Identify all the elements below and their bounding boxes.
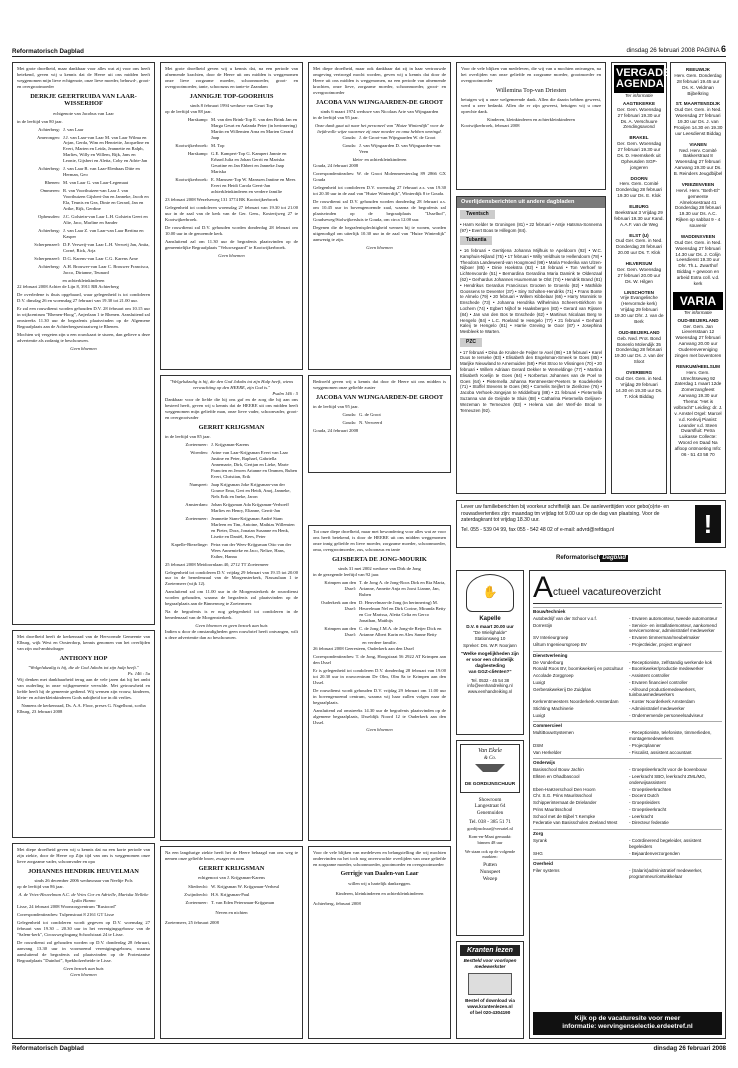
vacancy-title: ctueel vacatureoverzicht	[553, 587, 661, 598]
family-names: Jeannette Stam-Krijgsman André Stam Marleen en Tim, Antoine, Mathias Willemien en Pieter, Dora, Jonatan Susanne en Henk, Lisette en Daniël, Kees, Peter	[211, 515, 295, 539]
family-names: N. Verweerd	[359, 420, 383, 426]
family-place: Sliedrecht:	[188, 884, 208, 890]
family-row	[313, 420, 446, 426]
family-place: Krimpen aan den IJssel:	[324, 625, 356, 637]
agenda-place: VIANEN	[689, 141, 707, 147]
newspaper-logo: Reformatorisch Dagblad	[556, 554, 627, 561]
agenda-place: OUD-BEIJERLAND	[677, 317, 719, 323]
vacancy-row	[533, 743, 722, 749]
family-place: Rhenen:	[44, 180, 60, 186]
employer: Elkten en Ohadbascool	[533, 774, 580, 780]
vacancy-row	[533, 814, 722, 820]
publication-name: Reformatorisch Dagblad	[12, 47, 84, 55]
agenda-title: VERGADER- AGENDA	[614, 65, 664, 93]
family-place: Kootwijkerbroek:	[175, 143, 208, 149]
newspaper-illustration-icon	[468, 973, 512, 995]
family-place: Achterberg:	[38, 263, 60, 269]
deceased-name: GERRIT KRIJGSMAN	[198, 423, 265, 431]
job-function: - Directeur federatie	[629, 820, 669, 826]
family-row	[165, 442, 298, 448]
family-place: Ouderkerk aan den IJssel:	[321, 600, 356, 612]
agenda-place: AAGTEKERKE	[622, 100, 656, 106]
deceased-name: JACOBA VAN WIJNGAARDEN-DE GROOT	[315, 98, 444, 106]
family-row	[313, 580, 446, 598]
agenda-place: ELST (U)	[629, 232, 649, 238]
family-place: Gouda:	[342, 420, 356, 426]
agenda-details: Geb. Ned. Prot. Bond Bonenlo Molendijk 35 Donderdag 28 februari 19.30 uur Ds. J. van der Sloot	[614, 335, 664, 365]
obituary-van-laar: Met grote droefheid, maar dankbaar voor alles wat zij voor ons heeft betekend, geven wij u kennis dat de Heere uit ons midden heeft weggenomen mijn lieve echtgenote, onze lieve moeder, behuwd-, groot- en overgrootmoeder DERKJE GEERTRUIDA VAN LAAR-WISSERHOF echtgenote van Jacobus van Laar in de leeftijd van 80 jaar. Achterberg: J. van Laar Amerongen: J.J. van Laar-van Laar M. van Laar Wilma en Arjan, Gerda, Wim en Henriette, Jacqueline en Evert, Marten en Leida, Jeannette en Ralph, Marlies, Willy en Willem, Rijk, Jans en Leonie, Gijsbert en Aletta, Coby en Adrie-Jan Achterberg: J. van Laar B. van Laar-Elenbaas Ditte en Herman, Geo Rhenen: M. van Laar G. van Laar-Legemaat Ommeren: R. van Voorthuizen-van Laar J. van Voorthuizen Gijsbert-Jan en Janneke, Jacob en Ela, Teunis en Gea, Dinie en Gerard, Jan en Arike, Rijk, Gerdine Opheusden: J.C. Golstein-van Laar L.H. Golstein Geert en Alie, Jaco, Marline en Sander Achterberg: J. van Laar Z. van Laar-van Laar Bertina en Kasper Scherpenzeel: D.F. Verweij-van Laar L.H. Verweij Jan, Anita, Corné, Rick, Arja Scherpenzeel: D.G. Karens-van Laar C.G. Karens Arne Achterberg: A.H. Brouwer-van Laar C. Brouwer Francisca, Jacco, Dirianne, Teunard en achterkleinkinderen 22 februari 2008 Achter de Lijn 8, 3911 RB Achterberg De overledene is thuis opgebaard, waar gelegenheid is tot condoleren D.V. dinsdag 26 en woensdag 27 februari van 19.30 tot 21.00 uur. Er zal een rouwdienst worden gehouden D.V. 28 februari om 10.15 uur in wijkcentrum "Rhenen-Hoog", Anjerlaan 1 te Rhenen. Aansluitend zal omstreeks 11.30 uur de begrafenis plaatsvinden op de Algemene Begraafplaats aan de Achterbergsestraatweg te Rhenen. Mochten wij vergeten zijn u een rouwkaart te sturen, dan gelieve u deze advertentie als zodanig te beschouwen. Geen bloemen	[12, 62, 155, 625]
thanks-top-van-driesten: Voor de vele blijken van medeleven, die wij van u mochten ontvangen, na het overlijden van onze geliefde en zorgzame moeder, grootmoeder en overgrootmoeder Willemina Top-van Driesten betuigen wij u onze welgemeende dank. Allen die daarin hebben geweest, werd u zeer bedankt. Allen die er zijn geweest, betuigen wij u onze oprechte dank. Kinderen, kleinkinderen en achterkleinkinderen Kootwijkerbroek, februari 2008	[456, 62, 606, 190]
family-place: Zoetermeer:	[185, 442, 208, 448]
family-names: J. van Laar	[63, 126, 84, 132]
employer: SHG	[533, 850, 543, 856]
vacancy-row	[533, 767, 722, 773]
employer: Kerkrentmeesters Noorderkerk Amsterdam	[533, 699, 619, 705]
agenda-item	[673, 318, 723, 359]
agenda-details: Ger. Gem. Woensdag 27 februari 20.00 uur Ds. W. Hilgen	[616, 266, 662, 284]
agenda-item	[614, 370, 664, 399]
family-names: J. Krijgsman-Karens	[211, 442, 250, 448]
family-names: G.E. Kampert-Top G. Kampert Jannie en Erhard Julia en Johan Gerrit en Mariska Geurtine en Jan Ebbert en Janneke Jaap Mariska	[211, 151, 287, 174]
employer: Van Herkelder	[533, 749, 562, 755]
job-function: - Ervaren financieel controller	[629, 679, 688, 685]
family-row	[165, 450, 298, 480]
family-row	[165, 151, 298, 175]
job-function: - Koster Noorderkerk Amsterdam	[629, 699, 695, 705]
employer: Accolade Zorggroep	[533, 673, 574, 679]
hand-logo-icon: ✋	[466, 574, 514, 612]
obituary-hop: Met droefheid heeft de kerkenraad van de Hervormde Gemeente van Elburg, wijk West en Oosterdorp, kennis genomen van het overlijden van zijn oud-ambtsdrager ANTHONY HOP "Wolgelukzalig is hij, die de God Jakobs tot zijn hulp heeft." Ps. 146 : 5a Wij denken met dankbaarheid terug aan de vele jaren dat hij het ambt van ouderling in onze wijkgemeente vervulde. Met getrouwheid en liefde heeft hij de gemeente gediend. Wij wensen zijn vrouw, kinderen, klein- en achterkleinkinderen Gods nabijheid toe in dit verlies. Namens de kerkenraad, Ds. A.A. Floor, preses G. Nagelhout, scriba Elburg, 23 februari 2008	[12, 630, 155, 838]
employer: Schipperinternaat de Drielander	[533, 800, 597, 806]
job-function: - Leerkracht SBO, leerkracht ZML/MG, onderwijsassistent	[629, 774, 707, 785]
family-names: D. Heuvelman-de Jong (in herinnering) M. Heuvelman Nel en Dirk Corine, Miranda Betty en Cor Marissa, Aletta Celia en Gerco Jonathan, Matthijs	[359, 600, 446, 623]
job-function: - Receptioniste, telefoniste, timmerlieden, montagemedewerkers	[629, 730, 712, 742]
agenda-place: HILVERSUM	[625, 261, 653, 267]
job-function: - Groepsleiders	[629, 800, 660, 806]
vacancy-row	[533, 820, 722, 826]
agenda-details: Ned. Herv. Comité Bakkerstraat 8 Woensdag 27 februari Aanvang 19.30 uur Ds. B. Reinders Jeugdbijbel	[673, 147, 723, 176]
page-footer	[12, 1043, 726, 1055]
agenda-item	[673, 142, 723, 177]
family-names: D.G. Karens-van Laar C.G. Karens Arne	[63, 255, 138, 261]
family-row	[313, 143, 446, 155]
family-row	[313, 135, 446, 141]
deceased-name: DERKJE GEERTRUIDA VAN LAAR-WISSERHOF	[30, 92, 137, 108]
agenda-item	[673, 182, 723, 229]
footer-date: dinsdag 26 februari 2008	[653, 1045, 726, 1052]
agenda-details: Oud Ger. Gem. in Ned. Vrijdag 29 februari 14.30 en 19.30 uur Ds. T. Klok Biddag	[615, 375, 663, 399]
page-header	[12, 44, 726, 57]
vacancy-row	[533, 750, 722, 756]
employer: Prins Mauritsschool	[533, 806, 573, 812]
employer: Dorrestijn	[533, 622, 553, 628]
vacancy-row	[533, 793, 722, 799]
deceased-name: ANTHONY HOP	[59, 654, 108, 662]
vacancy-row	[533, 800, 722, 806]
family-list	[165, 884, 298, 906]
family-list	[313, 135, 446, 155]
employer: Ronald Roos BV, boomkwekerij en potcultuur	[533, 666, 624, 672]
vacancy-category: Commercieel	[533, 721, 722, 729]
agenda-place: RENKUM/HEELSUM	[676, 363, 720, 369]
agenda-details: Beekstraat 3 Vrijdag 29 februari 19.30 uur Kand. A.A.F. van de Weg	[614, 209, 664, 227]
family-place: Scherpenzeel:	[34, 242, 60, 247]
thanks-van-daalen: Voor de vele blijken van medeleven en belangstelling die wij mochten ondervinden na het toch nog onverwachte overlijden van onze geliefde en zorgzame moeder, schoonmoeder, grootmoeder en overgrootmoeder Gerrigje van Daalen-van Laar willen wij u hartelijk dankzeggen. Kinderen, kleinkinderen en achterkleinkinderen Achterberg, februari 2008	[308, 846, 451, 1039]
varia-title: VARIA	[673, 292, 723, 310]
vacancy-row	[533, 851, 722, 857]
family-row	[17, 188, 150, 212]
family-place: Achterberg:	[38, 126, 60, 132]
employer: DSM	[533, 742, 543, 748]
agenda-item	[614, 330, 664, 365]
family-place: Gouda:	[342, 412, 356, 418]
employer: School met de Bijbel 't Kempke	[533, 813, 596, 819]
employer: SV Interieurgroep	[533, 635, 569, 641]
agenda-item	[673, 364, 723, 458]
family-place: Zoetermeer:	[185, 900, 208, 906]
family-place: Harskamp:	[187, 117, 208, 123]
vacancy-row	[533, 706, 722, 712]
job-function: - Ervaren timmerman/meubelmaker	[629, 635, 700, 641]
header-date: dinsdag 26 februari 2008 PAGINA 6	[626, 44, 726, 55]
employer: Luxigt	[533, 712, 546, 718]
agenda-details: Ger. Gem. Woensdag 27 februari 19.30 uur Ds. A. Verschuure Zendingsavond	[616, 106, 662, 130]
job-function: - Assistent controller	[629, 673, 670, 679]
vacancy-row	[533, 713, 722, 719]
agenda-item	[614, 233, 664, 257]
deceased-name: GIJSBERTA DE JONG-MOURIK	[332, 555, 427, 563]
vacancy-row	[533, 807, 722, 813]
job-function: - Ondernemende personeelsadviseur	[629, 712, 704, 718]
job-function: - Projectplanner	[629, 742, 661, 748]
family-names: J. van Wijngaarden D. van Wijngaarden-van Veen	[359, 143, 441, 155]
vacancy-row	[533, 666, 722, 672]
agenda-item	[673, 101, 723, 136]
obituary-krijgsman: "Welgelukzalig is hij, die den God Jakobs tot zijn Hulp heeft, wiens verwachting op den HEERE, zijn God is." Psalm 146 : 5 Dankbaar voor de liefde die hij ons gaf en de zorg die hij aan ons besteed heeft, geven wij u kennis dat de HEERE uit ons midden heeft weggenomen mijn geliefde man, onze lieve vader, schoonvader, groot- en overgrootvader GERRIT KRIJGSMAN in de leeftijd van 85 jaar. Zoetermeer: J. Krijgsman-Karens Woerden: Arine van Laar-Krijgsman Evert van Laar Justine en Peter, Raphael, Gabriella Annemarie, Dirk, Gertjan en Lieke, Marie Francien en Jeroen Arianne en Ommen, Ruben Evert, Christian, Erik Nunspeet: Jaap Krijgsman Joke Krijgsman-van der Gouwe Ema, Gert en Heidi, Anoj, Janneke, Nels Erik en Ineke, Jaron Amsterdam: Johan Krijgsman Ada Krijgsman-Verhoeff Marlies en Henry, Elianne, Gerrit-Jan Zoetermeer: Jeannette Stam-Krijgsman André Stam Marleen en Tim, Antoine, Mathias Willemien en Pieter, Dora, Jonatan Susanne en Henk, Lisette en Daniël, Kees, Peter Kapelle-Biezelinge: Petra van der Wees-Krijgsman Otto van der Wees Annemieke en Jaco, Nelize, Hans, Esther, Hanna 25 februari 2008 Meidoornlaan 40, 2712 TT Zoetermeer Gelegenheid tot condoleren D.V. vrijdag 29 februari van 19.15 tot 20.00 uur in de benedenzaal van de Morgensterkerk, Nassaulaan 1 te Zoetermeer (wijk 12). Aansluitend zal om 11.00 uur in de Morgensterkerk de rouwdienst worden gehouden, waarna de begrafenis zal plaatsvinden op de begraafplaats aan de Binnenweg te Zoetermeer. Na de begrafenis is er nog gelegenheid tot condoleren in de benedenzaal van de Morgensterkerk. Geen bloemen en geen bezoek aan huis Indien u door de omstandigheden geen rouwbrief heeft ontvangen, wilt u deze advertentie dan zo beschouwen.	[160, 375, 303, 841]
contact-info: Tel. 055 - 539 04 99, fax 055 - 542 48 02 of e-mail: advrd@refdag.nl	[461, 526, 615, 533]
agenda-details: Vrije Evangelische (Hervormde kerk) Vrijdag 29 februari 19.30 uur Dhr. J. van de Berk	[614, 295, 664, 324]
agenda-place: WADDINXVEEN	[680, 233, 716, 239]
family-row	[165, 884, 298, 890]
family-row	[165, 143, 298, 149]
family-names: W. Krijgsman W. Krijgsman-Verheul	[211, 884, 280, 890]
family-row	[165, 177, 298, 195]
deceased-name: GERRIT KRIJGSMAN	[198, 864, 265, 872]
job-function: - Boomkweker/productie medewerker	[629, 666, 704, 672]
agenda-item	[614, 101, 664, 130]
family-names: T. de Jong A. de Jong-Roos Dirk en Ria Marta, Arianne, Annette Anja en Joost Lianne, Jan, Ruben	[359, 580, 446, 598]
agenda-place: ELBURG	[629, 204, 649, 210]
vacancy-row	[533, 616, 722, 622]
family-names: D.F. Verweij-van Laar L.H. Verweij Jan, Anita, Corné, Rick, Arja	[63, 242, 150, 253]
family-row	[17, 228, 150, 240]
agenda-place: DOORN	[630, 175, 648, 181]
vacancy-category: Overheid	[533, 859, 722, 867]
family-row	[17, 264, 150, 276]
job-function: - Receptioniste, zelfstandig werkende kok	[629, 659, 713, 665]
obituary-de-jong-mourik: Tot onze diepe droefheid, maar met bewondering voor alles wat ze voor ons heeft betekend, is door de HEERE uit ons midden weggenomen onze innig geliefde en lieve moeder, zorgzame moeder, schoonmoeder, oma, overgrootmoeder, zus, schoonzus en tante GIJSBERTA DE JONG-MOURIK sinds 31 mei 2002 weduwe van Dirk de Jong in de gezegende leeftijd van 92 jaar. Krimpen aan den IJssel: T. de Jong A. de Jong-Roos Dirk en Ria Marta, Arianne, Annette Anja en Joost Lianne, Jan, Ruben Ouderkerk aan den IJssel: D. Heuvelman-de Jong (in herinnering) M. Heuvelman Nel en Dirk Corine, Miranda Betty en Cor Marissa, Aletta Celia en Gerco Jonathan, Matthijs Krimpen aan den IJssel: C. de Jong J.M.A. de Jong-de Reijer Dick en Arianne Albert Karin en Alex Sanne Betty en verdere familie. 26 februari 2008 Geeresteen, Ouderkerk aan den IJssel Correspondentieadres: T. de Jong, Hoogstraat 56 2922 AT Krimpen aan den IJssel Er is gelegenheid tot condoleren D.V. donderdag 28 februari van 19.00 tot 20.30 uur in rouwcentrum De Olm, Olm 8a te Krimpen aan den IJssel. De rouwdienst wordt gehouden D.V. vrijdag 29 februari om 11.00 uur in bovengenoemd centrum, waarna wij haar zullen volgen naar de begraafplaats. Aansluitend zal omstreeks 14.30 uur de begrafenis plaatsvinden op de algemene begraafplaats, IJsseldijk Noord 12 te Ouderkerk aan den IJssel. Geen bloemen	[308, 525, 451, 841]
obituary-heuvelman: Met diepe droefheid geven wij u kennis dat na een korte periode van zijn ziekte, door de Heere op Zijn tijd van ons is weggenomen onze lieve zorgzame vader, schoonvader en opa JOHANNES HENDRIK HEUVELMAN sinds 26 december 2006 weduwnaar van Neeltje Pols op de leeftijd van 86 jaar. A. de Vries-Heuvelman A.C. de Vries Cor en Adrielle, Mariska Nelleke Lydia Hanno Lisse, 24 februari 2008 Woonzorgcentrum "Rustoord" Correspondentieadres: Tulpenstraat 8 2161 GT Lisse Gelegenheid tot condoleren wordt gegeven op D.V. woensdag 27 februari van 19.30 – 20.30 uur in het verenigingsgebouw van de "Salem-kerk", Circusweg/ingang Schoolstraat 24 te Lisse. De rouwdienst zal gehouden worden op D.V. donderdag 28 februari, aanvang 13.30 uur in voornoemd verenigingsgebouw, waarna aansluitend de begrafenis zal plaatsvinden op de Protestantse Begraafplaats "Duinhof", Spekholzerheide te Lisse. Geen bezoek aan huis Geen bloemen	[12, 843, 155, 1039]
family-row	[165, 542, 298, 560]
agenda-details: Herv. Gem. Donderdag 28 februari 19.45 uur Ds. K. Veldman Bijbelkring	[674, 72, 722, 96]
ad-kranten-lezen: Kranten lezen Bestteld voor voorlopen medewerkster Bestel of download via www.krantenlezen.nl of bel 020-4304190	[456, 941, 524, 1039]
meeting-agenda: VERGADER- AGENDA Ter informatie AAGTEKERKE Ger. Gem. Woensdag 27 februari 19.30 uur Ds. A. Verschuure Zendingsavond BRAKEL Ger. Gem. Woensdag 27 februari 19.30 uur Ds. D. Heemskerk uit Opheusden SGP-jongeren DOORN Herv. Gem. Comité Donderdag 28 februari 19.30 uur Ds. E. Klok ELBURG Beekstraat 3 Vrijdag 29 februari 19.30 uur Kand. A.A.F. van de Weg ELST (U) Oud Ger. Gem. in Ned. Donderdag 28 februari 20.00 uur Ds. T. Klok HILVERSUM Ger. Gem. Woensdag 27 februari 20.00 uur Ds. W. Hilgen LINSCHOTEN Vrije Evangelische (Hervormde kerk) Vrijdag 29 februari 19.30 uur Dhr. J. van de Berk OUD-BEIJERLAND Geb. Ned. Prot. Bond Bonenlo Molendijk 35 Donderdag 28 februari 19.30 uur Ds. J. van der Sloot OVERBERG Oud Ger. Gem. in Ned. Vrijdag 29 februari 14.30 en 19.30 uur Ds. T. Klok Biddag	[611, 62, 667, 494]
deceased-name: JACOBA VAN WIJNGAARDEN-DE GROOT	[315, 393, 444, 401]
deceased-name: JOHANNES HENDRIK HEUVELMAN	[28, 867, 139, 875]
vacancy-row	[533, 699, 722, 705]
page-number: 6	[720, 44, 726, 55]
family-row	[165, 892, 298, 898]
family-row	[17, 135, 150, 165]
vacancy-row	[533, 673, 722, 679]
vacancy-category: Zorg	[533, 829, 722, 837]
job-function: - Administratief medewerker	[629, 705, 685, 711]
family-place: Gouda:	[342, 143, 356, 149]
deceased-name: JANNIGJE TOP-GOORHUIS	[189, 92, 274, 100]
obituary-top-goorhuis: Met grote droefheid geven wij u kennis dat, na een periode van afnemende krachten, door de Heere uit ons midden is weggenomen onze lieve zorgzame moeder, schoonmoeder, groot- en overgrootmoeder, tante, schoonzus en tante-te Zaandam JANNIGJE TOP-GOORHUIS sinds 8 februari 1994 weduwe van Geurt Top op de leeftijd van 88 jaar. Harskamp: M. van den Brink-Top E. van den Brink Jan en Marga Geurt en Aalanda Peter (in herinnering) Martin en Willemien Arna en Marien Gerard Jaap Kootwijkerbroek: M. Top Harskamp: G.E. Kampert-Top G. Kampert Jannie en Erhard Julia en Johan Gerrit en Mariska Geurtine en Jan Ebbert en Janneke Jaap Mariska Kootwijkerbroek: E. Manssen-Top W. Manssen Jantine en Mees Evert en Heidi Carola Geert-Jan achterkleinkinderen en verdere familie 23 februari 2008 Wezelseweg 131 3774 BK Kootwijkerbroek Gelegenheid tot condoleren woensdag 27 februari van 19.30 tot 21.00 uur in de zaal van de kerk van de Ger. Gem., Kosterijweg 27 te Kootwijkerbroek. De rouwdienst zal D.V. gehouden worden donderdag 28 februari om 10.00 uur in de genoemde kerk. Aansluitend zal om 11.30 uur de begrafenis plaatsvinden op de gemeentelijke Begraafplaats "Veluwsegaard" te Kootwijkerbroek. Geen bloemen	[160, 62, 303, 370]
agenda-place: ST. MAARTENSDIJK	[675, 101, 721, 107]
obituary-krijgsman-family: Na een langdurige ziekte heeft het de Heere behaagd van ons weg te nemen onze geliefde broer, zwager en oom GERRIT KRIJGSMAN echtgenoot van J. Krijgsman-Karens Sliedrecht: W. Krijgsman W. Krijgsman-Verheul Zwijndrecht: H.S. Krijgsman-Paul Zoetermeer: T. van Eden Petersman-Krijgsman Neven en nichten Zoetermeer, 25 februari 2008	[160, 846, 303, 1039]
other-papers-obituaries: Overlijdensberichten uit andere dagbladen Twentsch • Harm Kelder te Groningen (81) • 22 februari • Antje Hatsma-Sonnema (97) • Evert Boas te Hillegom (84). Tubantia • 16 februari • Gerritjena Johanna Mijlhuis te Apeldoorn (92) • W.C. Kamphuis-Nijland (75) • 17 februari • Willy Veldhuis te Hellendoorn (78) • Theodora Landeweerd-van Hoogmoed (98) • Maria Frederika van Ulzen-Nijboer (85) • Dinie Hoekstra (82) • 18 februari • Ton Verhoef te Lichtenvoorde (51) • Bernardina Gerardina Maria Damink te Oldenzaal (62) • Gerhardus Johannes Huurneman te Olst (74) • Hendrik Brand (81) • Hendrikus Gerardus Franciscus Grooten te Groenlo (82) • Mathilde Goossens te Deventer (37) • Siny Scholten-Hendriks (71) • Frans Bonte te Almelo (79) • 20 februari • Willem Kibbelaar (66) • Harry Monnink te Enschede (73) • Johanna Hendrika Wilhelmina Scheers-Birkhorn te Lochem (74) • Egbert Nijhof te Haaksbergen (83) • Gerard van Rijssen (84) • Jan van den Bos te Enschede (62) • Martinus Nicolaas Berg te Hengelo (84) • L.C. Roeland te Hengelo (77) • 21 februari • Gerhard Kaleij te Hengelo (81) • Harrie Greving te Goor (87) • Josephina Mesbleek te Warten. PZC • 17 februari • Dina de Kruiter-de Feijter te Axel (86) • 19 februari • Karel Duus te Ierseke (83) • Elisabeth den Engelsman-Smeek te Goes (85) • Marijke Nieuwland te Arnemuiden (58) • Piet Stroo te Vlissingen (70) • 20 februari • Willem Adriaan Gerard Dekker te Wemeldinge (77) • Martina Elisabeth Koelijn te Goes (84) • Norbertus Johannes van de Poel te Goes (64) • Pieternella Johanna Rentmeester-Peeters te Koudekerke (71) • Stoffel Stevens te Goes (90) • Cornelis Seijfert te Zierikzee (76) • Jacoba Verhoek-Jongejan te Middelburg (88) • 21 februari • Pieternella Suzanna van de Geijnde te Sluis (88) • Catharina Pieternella Gelijsen-Wezeman te Terneuzen (83) • Helena van der Werf-de Broal te Terneuzen (92).	[456, 196, 606, 494]
agenda-details: Oud Ger. Gem. in Ned. Donderdag 28 februari 20.00 uur Ds. T. Klok	[615, 238, 663, 256]
agenda-place: LINSCHOTEN	[624, 289, 654, 295]
family-row	[165, 900, 298, 906]
deceased-name: Gerrigje van Daalen-van Laar	[340, 870, 419, 877]
family-place: Achterberg:	[38, 228, 60, 234]
job-function: - Groepsleerkracht voor de bovenbouw	[629, 767, 707, 773]
family-row	[17, 166, 150, 178]
vacancy-category: Onderwijs	[533, 758, 722, 766]
submission-notice: Lever uw familieberichten bij voorkeur schriftelijk aan. De aanleverttijden voor gebo(o)rte- en rouwadvertenties zijn: maandag tm vrijdag tot 9.00 uur op de dag van plaatsing. Voor de zaterdagkrant tot vrijdag 18.30 uur. Tel. 055 - 539 04 99, fax 055 - 542 48 02 of e-mail: advrd@refdag.nl !	[456, 500, 726, 548]
deceased-name: Willemina Top-van Driesten	[495, 86, 567, 94]
vacancy-overview: A ctueel vacatureoverzicht Bouw/techniek Autobedrijf van der Schoor v.o.f. - Ervaren automonteur, tweede automonteur Dorrestijn - Service- en installatiemonteur, aankomend servicemonteur, administratief medewerker SV Interieurgroep - Ervaren timmerman/meubelmaker Uiltum Ingenieursgroep BV - Projectleider, project engineer Dienstverlening De Vonderburg - Receptioniste, zelfstandig werkende kok Ronald Roos BV, boomkwekerij en potcultuur - Boomkweker/productie medewerker Accolade Zorggroep - Assistent controller Luxigt - Ervaren financieel controller Gerberakwekerij De Zuidplas - Allround productiemedewerkers, tuinbouwmedewerkers Kerkrentmeesters Noorderkerk Amsterdam - Koster Noorderkerk Amsterdam Stichting Machinerie - Administratief medewerker Luxigt - Ondernemende personeelsadviseur Commercieel MultiBouwSystemen - Receptioniste, telefoniste, timmerlieden, montagemedewerkers DSM - Projectplanner Van Herkelder - Fiscalist, assistent accountant Onderwijs Basisschool Bouw Jachin - Groepsleerkracht voor de bovenbouw Elkten en Ohadbascool - Leerkracht SBO, leerkracht ZML/MG, onderwijsassistent Eben-Haëzerschool Den Hoorn - Groepsleerkrachten Chr. S.G. Prins Mauritsschool - Docent Dutch Schipperinternaat de Drielander - Groepsleiders Prins Mauritsschool - Groepsleerkracht School met de Bijbel 't Kempke - Leerkracht Federatie van Basisscholen Zeeland West - Directeur federatie Zorg Syrank - Coördinerend begeleider, assistent begeleiders SHG - Bejaardenverzorgenden Overheid Filer systems - (Salaris)administratief medewerker, programmeur/ontwikkelaar Kijk op de vacaturesite voor meer informatie: wervingenselectie.erdeetref.nl	[529, 570, 726, 1039]
family-place: Opheusden:	[38, 214, 60, 220]
family-row	[17, 242, 150, 254]
family-list	[313, 580, 446, 638]
job-function: - Projectleider, project engineer	[629, 641, 692, 647]
footer-publication: Reformatorisch Dagblad	[12, 1045, 84, 1052]
family-names: Jaap Krijgsman Joke Krijgsman-van der Gouwe Ema, Gert en Heidi, Anoj, Janneke, Nels Erik en Ineke, Jaron	[211, 481, 291, 499]
employer: Basisschool Bouw Jachin	[533, 767, 584, 773]
family-names: R. van Voorthuizen-van Laar J. van Voorthuizen Gijsbert-Jan en Janneke, Jacob en Ela, Teunis en Gea, Dinie en Gerard, Jan en Arike, Rijk, Gerdine	[63, 188, 149, 212]
family-names: J. van Laar B. van Laar-Elenbaas Ditte en Herman, Geo	[63, 166, 140, 178]
vacancy-row	[533, 774, 722, 786]
family-list	[17, 127, 150, 276]
agenda-place: OUD-BEIJERLAND	[618, 329, 660, 335]
ad-kapelle-lecture: ✋ Kapelle D.V. 6 maart 20.00 uur "De Wielighalde" Stationsweg 10 Spreker: Drs. W.P. Noorjann "Welke mogelijkheden zijn er voor een christelijk dagbesteding van GGZ-cliënten?" Tel. 0532 - 45 54 38 info@eenhandreiking.nl www.eenhandreiking.nl	[456, 570, 524, 735]
obituary-van-wijngaarden-sister: Bedroefd geven wij u kennis dat door de Heere uit ons midden is weggenomen onze geliefde zuster JACOBA VAN WIJNGAARDEN-DE GROOT in de leeftijd van 95 jaar. Gouda: G. de Groot Gouda: N. Verweerd Gouda, 24 februari 2008	[308, 375, 451, 473]
job-function: - Groepsleerkrachten	[629, 786, 672, 792]
employer: Stichting Machinerie	[533, 705, 574, 711]
employer: Gerberakwekerij De Zuidplas	[533, 686, 592, 692]
agenda-list-right	[673, 67, 723, 287]
agenda-details: Ger. Gem. Woensdag 27 februari 19.30 uur Ds. D. Heemskerk uit Opheusden SGP-jongeren	[616, 141, 662, 170]
family-names: A.H. Brouwer-van Laar C. Brouwer Francisca, Jacco, Dirianne, Teunard	[63, 263, 150, 275]
family-place: Ommeren:	[40, 188, 60, 194]
family-place: Kapelle-Biezelinge:	[171, 541, 208, 547]
agenda-item	[614, 135, 664, 170]
family-names: C. de Jong J.M.A. de Jong-de Reijer Dick en Arianne Albert Karin en Alex Sanne Betty	[359, 625, 442, 637]
family-place: Nunspeet:	[189, 481, 208, 487]
family-row	[165, 117, 298, 141]
vacancy-category: Bouw/techniek	[533, 607, 722, 615]
vacancy-row	[533, 642, 722, 648]
family-names: J.J. van Laar-van Laar M. van Laar Wilma en Arjan, Gerda, Wim en Henriette, Jacqueline en Evert, Marten en Leida, Jeannette en Ralph, Marlies, Willy en Willem, Rijk, Jans en Leonie, Gijsbert en Aletta, Coby en Adrie-Jan	[63, 134, 150, 164]
family-names: T. van Eden Petersman-Krijgsman	[211, 900, 275, 906]
agenda-details: Herv. Gem. Comité Donderdag 28 februari 19.30 uur Ds. E. Klok	[616, 181, 662, 199]
vacancy-row	[533, 687, 722, 699]
agenda-details: Oud Ger. Gem. in Ned. Woensdag 27 februari 19.30 uur Ds. J. van Prooijen 14.30 en 19.30 uur Leesdienst Biddag	[673, 107, 723, 136]
agenda-details: Oud Ger. Gem. in Ned. Woensdag 27 februari 14.30 uur Ds. J. Colijn Leesdienst 19.30 uur Dhr. Th.L. Zwarthof Biddag + gewoon en arbeid Extra coll. v.d. kerk	[674, 239, 722, 286]
vacancy-row	[533, 635, 722, 641]
job-function: - Allround productiemedewerkers, tuinbouwmedewerkers	[629, 686, 697, 698]
family-list	[165, 117, 298, 195]
vacancy-row	[533, 660, 722, 666]
family-place: Achterberg:	[38, 166, 60, 172]
agenda-item	[614, 261, 664, 285]
vacancy-site-banner: Kijk op de vacaturesite voor meer informatie: wervingenselectie.erdeetref.nl	[533, 1012, 722, 1035]
family-row	[17, 256, 150, 262]
vacancy-row	[533, 680, 722, 686]
family-names: G. de Groot	[359, 412, 381, 418]
family-row	[313, 626, 446, 638]
job-function: - Groepsleerkracht	[629, 806, 667, 812]
family-names: J. de Groot-van Wijngaarden W. de Groot	[359, 135, 436, 141]
employer: Chr. S.G. Prins Mauritsschool	[533, 793, 593, 799]
family-names: M. van den Brink-Top E. van den Brink Jan en Marga Geurt en Aalanda Peter (in herinnering) Martin en Willemien Arna en Marien Gerard Jaap	[211, 117, 298, 141]
exclamation-icon: !	[695, 505, 721, 543]
employer: Luxigt	[533, 679, 546, 685]
obituary-van-wijngaarden: Met diepe droefheid, maar ook dankbaar dat zij in haar vertrouwde omgeving vertroegd mocht worden, geven wij u kennis dat door de Heere uit ons midden is weggenomen, na een periode van afnemende krachten, onze lieve, zorgzame moeder, schoonmoeder, groot- en overgrootmoeder JACOBA VAN WIJNGAARDEN-DE GROOT sinds 6 maart 1974 weduwe van Nicolaas Arie van Wijngaarden in de leeftijd van 95 jaar. Onze dank gaat uit naar het personeel van "Huize Winterdijk" voor de liefdevolle wijze waarmee zij onze moeder en oma hebben omringd. Gouda: J. de Groot-van Wijngaarden W. de Groot Gouda: J. van Wijngaarden D. van Wijngaarden-van Veen klein- en achterkleinkinderen Gouda, 24 februari 2008 Correspondentieadres: W. de Groot Molenmeesterslag 89 2866 GX Gouda Gelegenheid tot condoleren D.V. woensdag 27 februari a.s. van 19.30 tot 20.30 uur in de zaal van "Huize Winterdijk", Winterdijk 8 te Gouda. De rouwdienst zal D.V. gehouden worden donderdag 28 februari a.s. om 10.45 uur in bovengenoemde zaal, waarna de begrafenis zal plaatsvinden op de begraafplaats "IJsselhof", Goudseweg/Stolwijkersluis te Gouda, om circa 12.00 uur. Degenen die de begrafenisplechtigheid wensen bij te wonen, worden uitgenodigd om uiterlijk 10.30 uur in de zaal van "Huize Winterdijk" aanwezig te zijn. Geen bloemen	[308, 62, 451, 370]
job-function: - Fiscalist, assistent accountant	[629, 749, 692, 755]
job-function: - Bejaardenverzorgenden	[629, 850, 680, 856]
employer: Uiltum Ingenieursgroep BV	[533, 641, 587, 647]
agenda-place: OVERBERG	[625, 370, 653, 376]
family-names: Arine van Laar-Krijgsman Evert van Laar Justine en Peter, Raphael, Gabriella Annemarie, Dirk, Gertjan en Lieke, Marie Francien en Jeroen Arianne en Ommen, Ruben Evert, Christian, Erik	[211, 450, 298, 479]
vacancy-row	[533, 730, 722, 742]
job-function: - Service- en installatiemonteur, aankomend servicemonteur, administratief medewerker	[629, 622, 717, 634]
agenda-item	[614, 204, 664, 228]
job-function: - Docent Dutch	[629, 793, 660, 799]
family-names: H.S. Krijgsman-Paul	[211, 892, 250, 898]
vacancy-list	[533, 607, 722, 880]
family-row	[313, 412, 446, 418]
family-list	[165, 442, 298, 559]
agenda-details: Hervl. Herv. "Beth-El" gemeente Almelosestraat 41 Donderdag 28 februari 19.30 uur Ds. A.C. Rijken op sabbat 9 - 4 souvenir	[675, 187, 721, 228]
family-row	[165, 502, 298, 514]
employer: Eben-Haëzerschool Den Hoorn	[533, 786, 596, 792]
family-place: Kootwijkerbroek:	[175, 176, 208, 182]
family-names: Petra van der Wees-Krijgsman Otto van der Wees Annemieke en Jaco, Nelize, Hans, Esther, Hanna	[211, 541, 292, 559]
meeting-agenda-right: REEUWIJK Herv. Gem. Donderdag 28 februari 19.45 uur Ds. K. Veldman Bijbelkring ST. MAARTENSDIJK Oud Ger. Gem. in Ned. Woensdag 27 februari 19.30 uur Ds. J. van Prooijen 14.30 en 19.30 uur Leesdienst Biddag VIANEN Ned. Herv. Comité Bakkerstraat 8 Woensdag 27 februari Aanvang 19.30 uur Ds. B. Reinders Jeugdbijbel VRIEZENVEEN Hervl. Herv. "Beth-El" gemeente Almelosestraat 41 Donderdag 28 februari 19.30 uur Ds. A.C. Rijken op sabbat 9 - 4 souvenir WADDINXVEEN Oud Ger. Gem. in Ned. Woensdag 27 februari 14.30 uur Ds. J. Colijn Leesdienst 19.30 uur Dhr. Th.L. Zwarthof Biddag + gewoon en arbeid Extra coll. v.d. kerk VARIA Ter informatie OUD-BEIJERLAND Ger. Gem. Jan Lieversstaan 12 Woensdag 27 februari Aanvang 20.00 uur Ouderenvereniging zingen met boventoren RENKUM/HEELSUM Herv. Gem. Utrechtseweg 92 Zaterdag 1 maart 12de Zomerzangfeest Aanvang 19.30 uur Thema: "Het is volbracht" Leiding: dr. J. v. Amstel Orgel: Marcel v.d. Kerkvij Pianist: Leander v.d. Steen Dwarsfluit: Petra Luikasse Collecte: Woord en Daad Na afloop ontmoeting Info: 06 - 51 43 58 70	[670, 62, 726, 494]
family-place: Scherpenzeel:	[34, 255, 60, 261]
family-place: Krimpen aan den IJssel:	[324, 580, 356, 592]
vacancy-row	[533, 623, 722, 635]
employer: Autobedrijf van der Schoor v.o.f.	[533, 615, 597, 621]
agenda-item	[614, 176, 664, 200]
family-row	[165, 516, 298, 540]
family-names: Johan Krijgsman Ada Krijgsman-Verhoeff Marlies en Henry, Elianne, Gerrit-Jan	[211, 501, 289, 513]
family-place: Zoetermeer:	[185, 515, 208, 521]
agenda-place: VRIEZENVEEN	[681, 181, 715, 187]
family-place: Amsterdam:	[185, 501, 208, 507]
family-names: M. Top	[211, 143, 225, 149]
employer: Federatie van Basisscholen Zeeland West	[533, 820, 618, 826]
family-row	[313, 600, 446, 624]
family-place: Amerongen:	[37, 134, 60, 140]
family-names: E. Manssen-Top W. Manssen Jantine en Mees Evert en Heidi Carola Geert-Jan achterkleinkinderen en verdere familie	[211, 176, 296, 194]
agenda-details: Herv. Gem. Utrechtseweg 92 Zaterdag 1 maart 12de Zomerzangfeest Aanvang 19.30 uur Thema: "Het is volbracht" Leiding: dr. J. v. Amstel Orgel: Marcel v.d. Kerkvij Pianist: Leander v.d. Steen Dwarsfluit: Petra Luikasse Collecte: Woord en Daad Na afloop ontmoeting Info: 06 - 51 43 58 70	[673, 369, 723, 457]
family-row	[165, 482, 298, 500]
vacancy-row	[533, 838, 722, 850]
family-place: Gouda:	[342, 135, 356, 141]
family-row	[17, 180, 150, 186]
ad-gordijnschuur: Van Ekele & Co. DE GORDIJNSCHUUR Showroom Langestraat 64 Genemuiden Tel. 038 - 385 51 71 gordijnschuur@versatel.nl Kom-en-Maat gemaakt: binnen 48 uur We staan ook op de volgende markten: Putten Nunspeet Wezep	[456, 740, 524, 936]
family-row	[17, 214, 150, 226]
family-names: J. van Laar Z. van Laar-van Laar Bertina en Kasper	[63, 228, 144, 240]
employer: De Vonderburg	[533, 659, 564, 665]
agenda-place: BRAKEL	[629, 135, 649, 141]
agenda-item	[673, 67, 723, 96]
family-list	[313, 412, 446, 426]
job-function: - (Salaris)administratief medewerker, programmeur/ontwikkelaar	[629, 868, 703, 880]
family-names: J.C. Golstein-van Laar L.H. Golstein Geert en Alie, Jaco, Marline en Sander	[63, 214, 148, 226]
employer: MultiBouwSystemen	[533, 730, 574, 736]
job-function: - Ervaren automonteur, tweede automonteur	[629, 615, 718, 621]
vacancy-category: Dienstverlening	[533, 651, 722, 659]
employer: Filer systems	[533, 868, 560, 874]
job-function: - Leerkracht	[629, 813, 654, 819]
family-names: M. van Laar G. van Laar-Legemaat	[63, 180, 129, 186]
barn-logo-icon	[475, 764, 505, 780]
job-function: - Coördinerend begeleider, assistent begeleiders	[629, 838, 702, 849]
varia-list	[673, 318, 723, 458]
family-place: Harskamp:	[187, 151, 208, 157]
vacancy-row	[533, 868, 722, 880]
agenda-item	[673, 234, 723, 287]
section-title: Overlijdensberichten uit andere dagbladen	[457, 197, 605, 208]
family-place: Woerden:	[190, 450, 208, 456]
agenda-item	[614, 290, 664, 325]
employer: Syrank	[533, 838, 548, 844]
agenda-list-left	[614, 101, 664, 400]
family-place: Zwijndrecht:	[184, 892, 208, 898]
vacancy-row	[533, 787, 722, 793]
agenda-details: Ger. Gem. Jan Lieversstaan 12 Woensdag 27 februari Aanvang 20.00 uur Ouderenvereniging zingen met boventoren	[674, 323, 722, 358]
agenda-place: REEUWIJK	[685, 67, 711, 72]
family-row	[17, 127, 150, 133]
